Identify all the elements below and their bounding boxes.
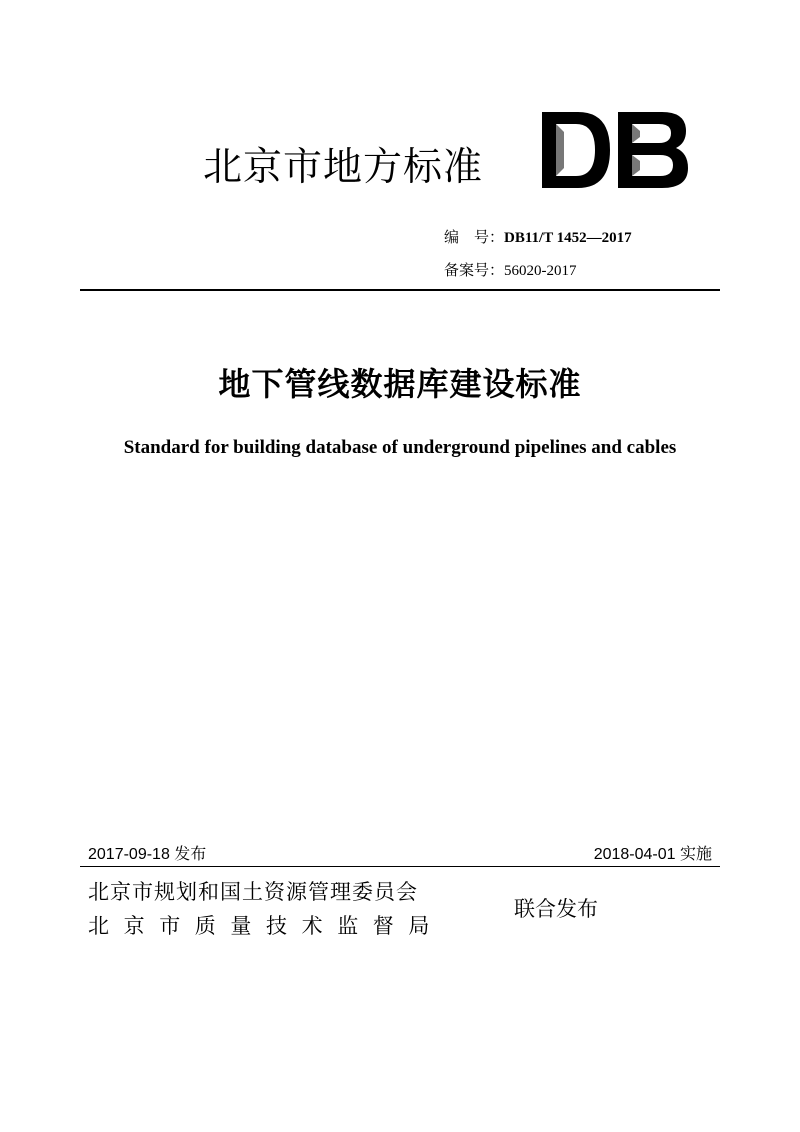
issue-date: 2017-09-18 发布 [88,846,207,863]
implementation-date: 2018-04-01 实施 [593,846,712,863]
bottom-divider [80,866,720,867]
top-divider [80,289,720,291]
record-number-label: 备案号： [444,261,505,279]
issuer-quality-bureau: 北京市质量技术监督局 [88,914,444,938]
record-number-value: 56020-2017 [504,263,577,279]
document-title-zh: 地下管线数据库建设标准 [218,365,582,403]
joint-issue-label: 联合发布 [514,897,598,921]
document-title-en: Standard for building database of underground pipelines and cables [123,437,677,458]
issuer-planning-commission: 北京市规划和国土资源管理委员会 [88,880,418,904]
db-logo [540,110,690,190]
db-logo-b [618,112,688,188]
standard-number [444,227,632,248]
standard-number-value: DB11/T 1452—2017 [504,230,632,246]
header-title: 北京市地方标准 [203,145,484,190]
record-number [444,260,577,281]
standard-number-label: 编 号： [444,228,505,246]
